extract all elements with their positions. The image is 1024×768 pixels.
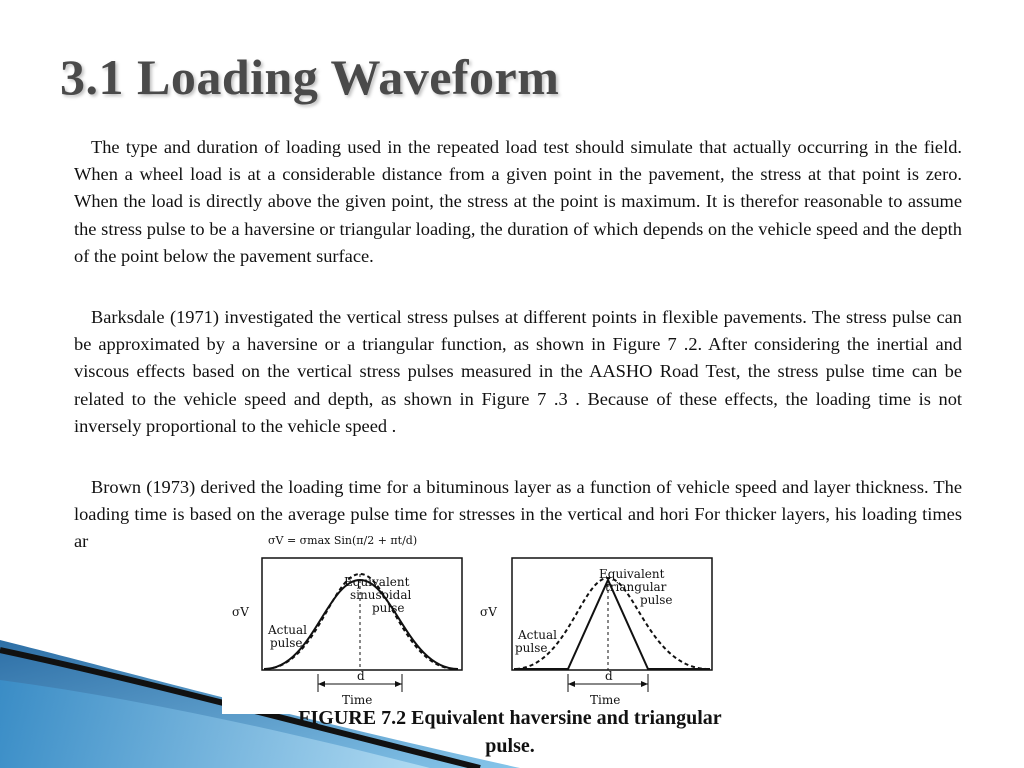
- paragraph-barksdale: Barksdale (1971) investigated the vertical stress pulses at different points in flexible pavements. The stress pulse can be approximated by a haversine or a triangular function, as shown in Figure 7 .2. After considering the inertial and viscous effects based on the vertical stress pulses measured in the AASHO Road Test, the stress pulse time can be related to the vehicle speed and depth, as shown in Figure 7 .3 . Because of these effects, the loading time is not inversely proportional to the vehicle speed .: [74, 307, 962, 436]
- left-curve-label-2: sinusoidal: [350, 588, 412, 602]
- left-panel: [232, 558, 462, 707]
- left-curve-label-1: Equivalent: [344, 575, 410, 589]
- right-panel: [480, 558, 712, 707]
- right-actual-label-1: Actual: [518, 628, 557, 642]
- figure-caption: FIGURE 7.2 Equivalent haversine and triangular pulse.: [298, 707, 722, 757]
- right-y-label: σV: [480, 605, 497, 619]
- figure-diagram: [222, 528, 752, 714]
- left-d-arrow-left: [318, 681, 325, 687]
- right-curve-label-2: triangular: [605, 580, 667, 594]
- formula-text: σV = σmax Sin(π/2 + πt/d): [268, 534, 418, 547]
- right-x-label: Time: [590, 693, 621, 707]
- right-d-arrow-right: [641, 681, 648, 687]
- left-d-arrow-right: [395, 681, 402, 687]
- paragraph-loading-waveform: The type and duration of loading used in the repeated load test should simulate that actually occurring in the field. When a wheel load is at a considerable distance from a given point in the pavement, the stress at that point is zero. When the load is directly above the given point, the stress at the point is maximum. It is therefor reasonable to assume the stress pulse to be a haversine or triangular loading, the duration of which depends on the vehicle speed and the depth of the point below the pavement surface.: [74, 137, 962, 266]
- right-d-arrow-left: [568, 681, 575, 687]
- left-x-label: Time: [342, 693, 373, 707]
- left-curve-label-3: pulse: [372, 601, 405, 615]
- slide-title: 3.1 Loading Waveform: [60, 49, 560, 105]
- figure-7-2: [222, 528, 752, 714]
- left-y-label: σV: [232, 605, 249, 619]
- right-curve-label-1: Equivalent: [599, 567, 665, 581]
- right-curve-label-3: pulse: [640, 593, 673, 607]
- right-actual-label-2: pulse: [515, 641, 548, 655]
- paragraph-brown: Brown (1973) derived the loading time for a bituminous layer as a function of vehicle speed and layer thickness. The loading time is based on the average pulse time for stresses in the vertical and hori For thicker layers, his loading times ar: [74, 477, 962, 552]
- left-actual-label-2: pulse: [270, 636, 303, 650]
- left-actual-label-1: Actual: [268, 623, 307, 637]
- right-d-label: d: [605, 669, 613, 683]
- left-d-label: d: [357, 669, 365, 683]
